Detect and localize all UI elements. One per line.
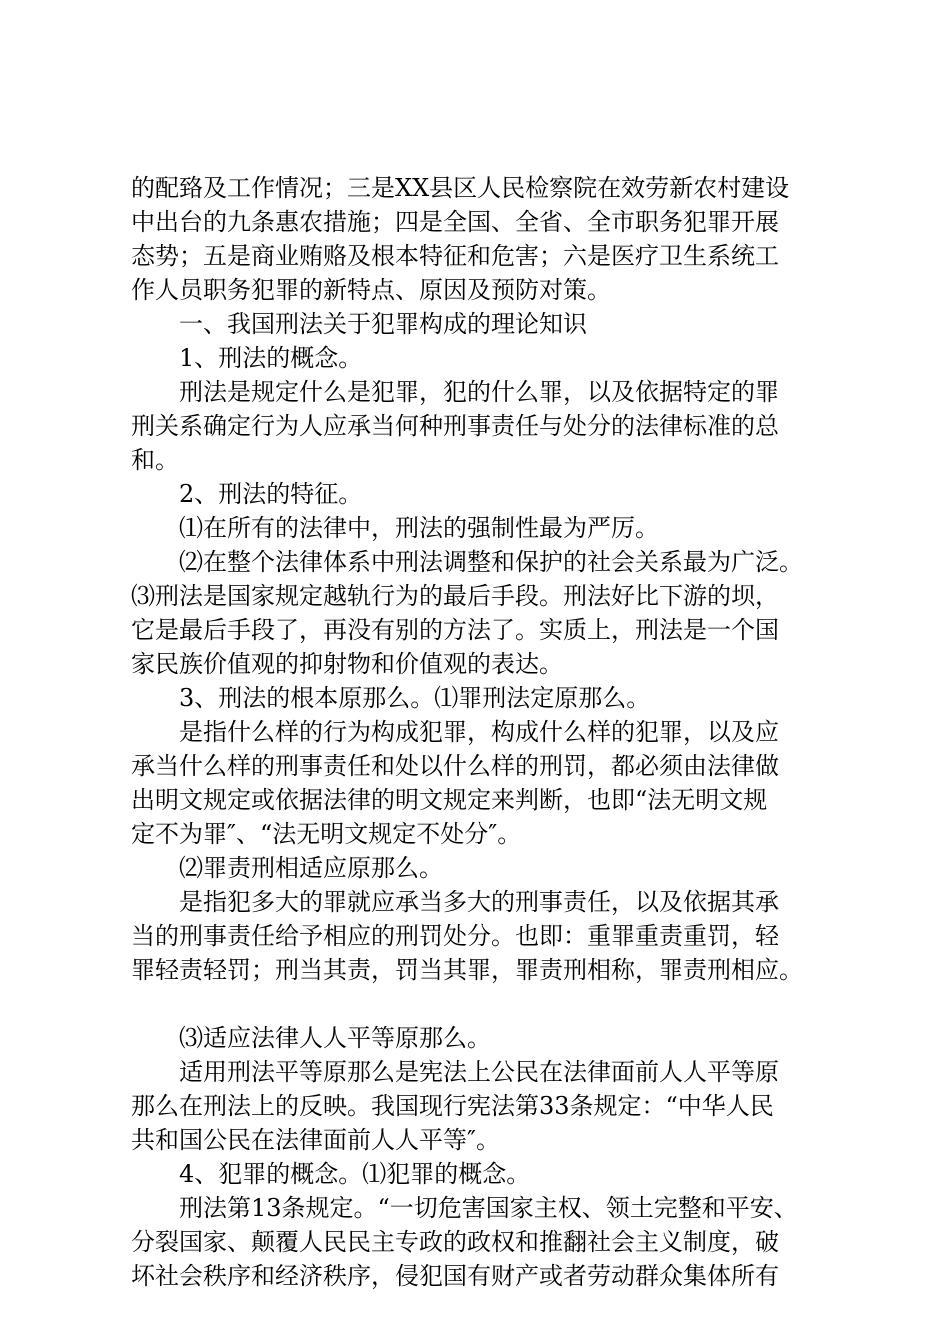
subheading: 2、刑法的特征。 xyxy=(179,480,363,508)
text-line: ⑶适应法律人人平等原那么。 xyxy=(179,1024,491,1052)
text-line: 罪轻责轻罚；刑当其责，罚当其罪，罪责刑相称，罪责刑相应。 xyxy=(131,956,803,984)
text-line: ⑴在所有的法律中，刑法的强制性最为严厉。 xyxy=(179,514,659,542)
text-line: 适用刑法平等原那么是宪法上公民在法律面前人人平等原 xyxy=(179,1058,779,1086)
text-line: 态势；五是商业贿赂及根本特征和危害；六是医疗卫生系统工 xyxy=(131,242,779,270)
text-line: 是指犯多大的罪就应承当多大的刑事责任，以及依据其承 xyxy=(179,888,779,916)
text-line: 定不为罪″、“法无明文规定不处分″。 xyxy=(131,820,522,848)
text-line: 和。 xyxy=(131,446,179,474)
text-line: 共和国公民在法律面前人人平等″。 xyxy=(131,1126,500,1154)
text-line: 分裂国家、颠覆人民民主专政的政权和推翻社会主义制度，破 xyxy=(131,1228,779,1256)
subheading: 3、刑法的根本原那么。⑴罪刑法定原那么。 xyxy=(179,684,651,712)
text-line: 中出台的九条惠农措施；四是全国、全省、全市职务犯罪开展 xyxy=(131,208,779,236)
subheading: 4、犯罪的概念。⑴犯罪的概念。 xyxy=(179,1160,531,1188)
text-line: 承当什么样的刑事责任和处以什么样的刑罚，都必须由法律做 xyxy=(131,752,779,780)
text-line: 刑法第13条规定。“一切危害国家主权、领土完整和平安、 xyxy=(179,1194,798,1222)
text-line: 出明文规定或依据法律的明文规定来判断，也即“法无明文规 xyxy=(131,786,768,814)
subheading: 1、刑法的概念。 xyxy=(179,344,363,372)
text-line: 家民族价值观的抑射物和价值观的表达。 xyxy=(131,650,563,678)
section-heading: 一、我国刑法关于犯罪构成的理论知识 xyxy=(179,310,587,338)
text-line: ⑵在整个法律体系中刑法调整和保护的社会关系最为广泛。 xyxy=(179,548,803,576)
text-line: 坏社会秩序和经济秩序，侵犯国有财产或者劳动群众集体所有 xyxy=(131,1262,779,1290)
text-line: 当的刑事责任给予相应的刑罚处分。也即：重罪重责重罚，轻 xyxy=(131,922,779,950)
text-line: 是指什么样的行为构成犯罪，构成什么样的犯罪，以及应 xyxy=(179,718,779,746)
text-line: 那么在刑法上的反映。我国现行宪法第33条规定：“中华人民 xyxy=(131,1092,774,1120)
text-line: 的配臵及工作情况；三是XX县区人民检察院在效劳新农村建设 xyxy=(131,174,790,202)
text-line: ⑵罪责刑相适应原那么。 xyxy=(179,854,443,882)
text-line: ⑶刑法是国家规定越轨行为的最后手段。刑法好比下游的坝， xyxy=(131,582,779,610)
text-line: 它是最后手段了，再没有别的方法了。实质上，刑法是一个国 xyxy=(131,616,779,644)
text-line: 作人员职务犯罪的新特点、原因及预防对策。 xyxy=(131,276,611,304)
text-line: 刑关系确定行为人应承当何种刑事责任与处分的法律标准的总 xyxy=(131,412,779,440)
text-line: 刑法是规定什么是犯罪，犯的什么罪，以及依据特定的罪 xyxy=(179,378,779,406)
